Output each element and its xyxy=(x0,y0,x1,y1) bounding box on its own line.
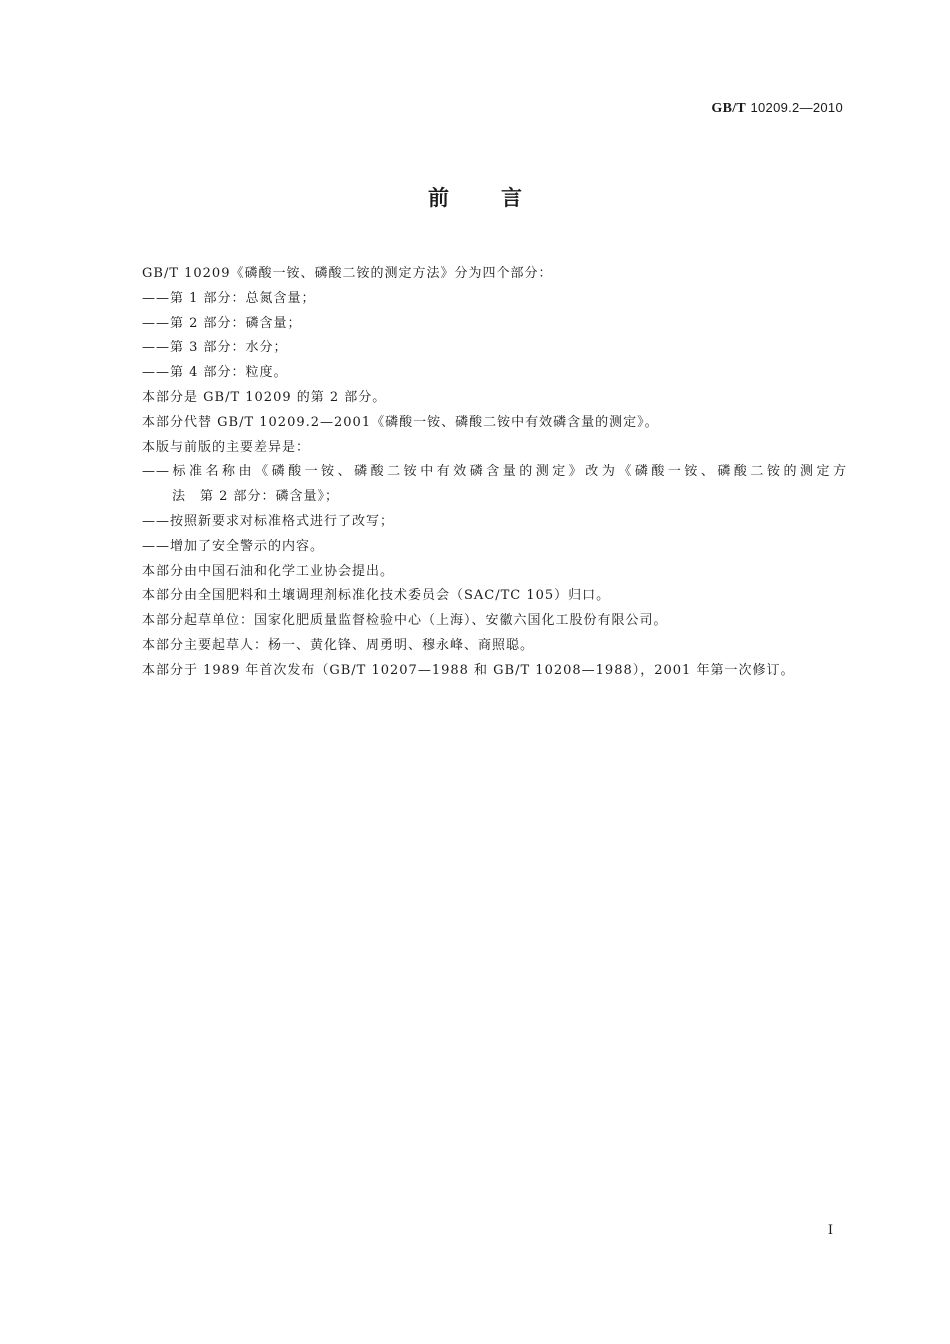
intro-paragraph: GB/T 10209《磷酸一铵、磷酸二铵的测定方法》分为四个部分： xyxy=(142,266,553,281)
standard-code-header xyxy=(711,100,843,117)
foreword-body xyxy=(142,262,847,684)
difference-item-name-change: ——标准名称由《磷酸一铵、磷酸二铵中有效磷含量的测定》改为《磷酸一铵、磷酸二铵的测定方 xyxy=(142,464,847,480)
difference-item-name-change-continued: 法 第 2 部分：磷含量》； xyxy=(172,489,340,505)
drafters-paragraph: 本部分主要起草人：杨一、黄化锋、周勇明、穆永峰、商照聪。 xyxy=(142,637,535,653)
list-item-part-2: ——第 2 部分：磷含量； xyxy=(142,315,302,331)
committee-paragraph: 本部分由全国肥料和土壤调理剂标准化技术委员会（SAC/TC 105）归口。 xyxy=(142,588,611,604)
replacement-paragraph: 本部分代替 GB/T 10209.2—2001《磷酸一铵、磷酸二铵中有效磷含量的测定》。 xyxy=(142,414,659,430)
page-number: I xyxy=(827,1223,833,1238)
history-paragraph: 本部分于 1989 年首次发布（GB/T 10207—1988 和 GB/T 10208—1988），2001 年第一次修订。 xyxy=(142,662,795,678)
differences-intro: 本版与前版的主要差异是： xyxy=(142,439,311,455)
difference-item-format: ——按照新要求对标准格式进行了改写； xyxy=(142,513,395,529)
proposer-paragraph: 本部分由中国石油和化学工业协会提出。 xyxy=(142,563,395,579)
list-item-part-3: ——第 3 部分：水分； xyxy=(142,340,288,356)
list-item-part-4: ——第 4 部分：粒度。 xyxy=(142,365,288,381)
standard-code-number: 10209.2—2010 xyxy=(750,100,843,115)
difference-item-safety: ——增加了安全警示的内容。 xyxy=(142,538,325,554)
list-item-part-1: ——第 1 部分：总氮含量； xyxy=(142,290,316,306)
standard-code-prefix: GB/T xyxy=(711,101,747,116)
foreword-title: 前言 xyxy=(428,186,574,210)
drafting-units-paragraph: 本部分起草单位：国家化肥质量监督检验中心（上海）、安徽六国化工股份有限公司。 xyxy=(142,613,668,629)
scope-paragraph: 本部分是 GB/T 10209 的第 2 部分。 xyxy=(142,389,387,405)
